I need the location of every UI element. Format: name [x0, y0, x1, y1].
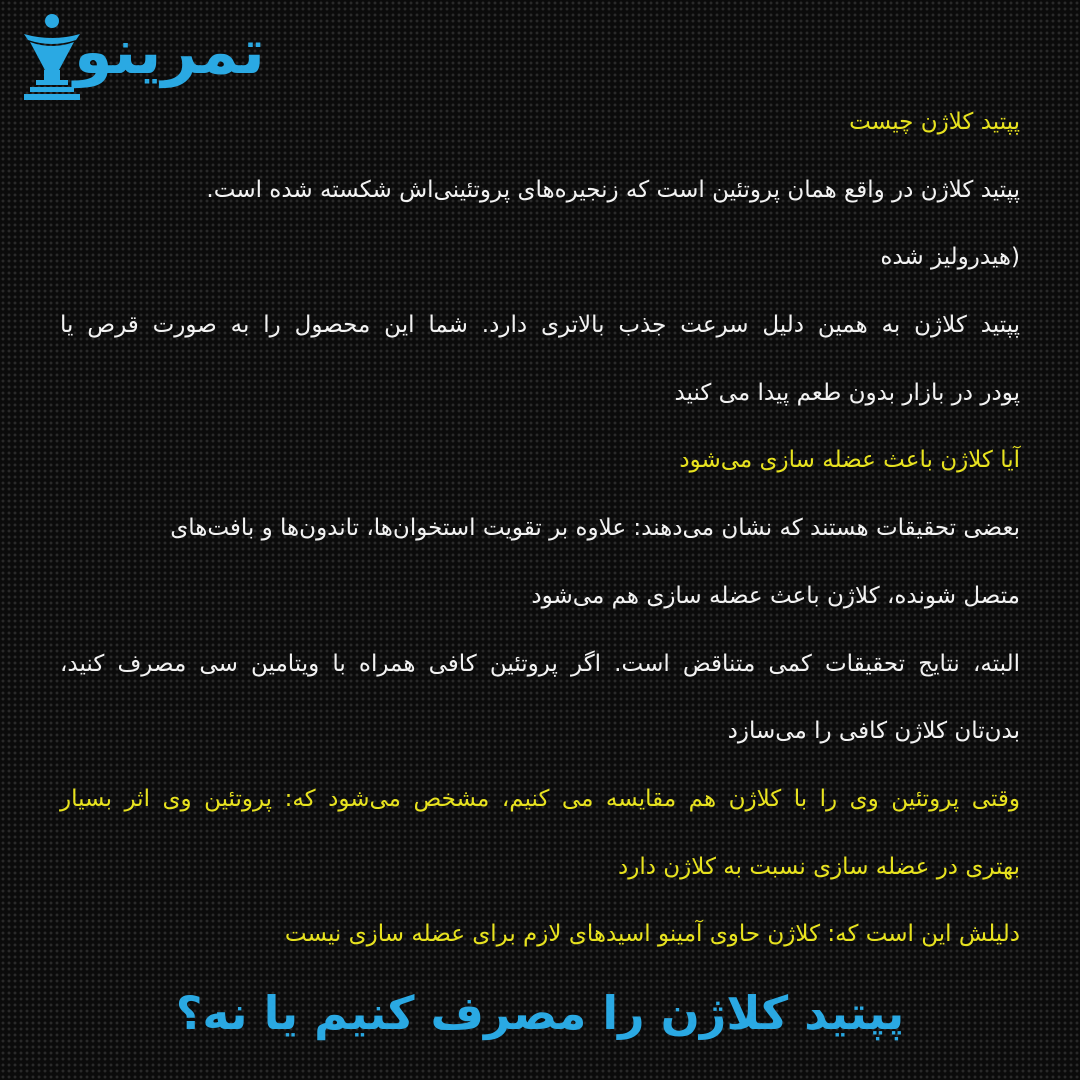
text-line: پپتید کلاژن به همین دلیل سرعت جذب بالاتری دارد. شما این محصول را به صورت قرص یا: [60, 312, 1020, 339]
text-line: متصل شونده، کلاژن باعث عضله سازی هم می‌شود: [531, 582, 1020, 609]
highlight-line: پپتید کلاژن چیست: [849, 109, 1020, 135]
highlight-line: وقتی پروتئین وی را با کلاژن هم مقایسه می کنیم، مشخص می‌شود که: پروتئین وی اثر بسیار: [60, 785, 1020, 812]
text-line: پودر در بازار بدون طعم پیدا می کنید: [674, 379, 1020, 406]
brand-name: تمرینو: [74, 15, 265, 88]
text-line: بعضی تحقیقات هستند که نشان می‌دهند: علاوه بر تقویت استخوان‌ها، تاندون‌ها و بافت‌های: [170, 515, 1020, 542]
text-line: البته، نتایج تحقیقات کمی متناقض است. اگر پروتئین کافی همراه با ویتامین سی مصرف کنید،: [60, 650, 1020, 677]
text-line: بدن‌تان کلاژن کافی را می‌سازد: [727, 718, 1020, 745]
text-line: (هیدرولیز شده: [880, 244, 1020, 271]
highlight-line: دلیلش این است که: کلاژن حاوی آمینو اسیدهای لازم برای عضله سازی نیست: [284, 921, 1020, 948]
article-body: [60, 96, 1020, 976]
brand-logo: [14, 8, 444, 100]
highlight-line: بهتری در عضله سازی نسبت به کلاژن دارد: [618, 853, 1020, 880]
footer-title: پپتید کلاژن را مصرف کنیم یا نه؟: [175, 986, 905, 1040]
text-line: پپتید کلاژن در واقع همان پروتئین است که زنجیره‌های پروتئینی‌اش شکسته شده است.: [206, 176, 1020, 203]
highlight-line: آیا کلاژن باعث عضله سازی می‌شود: [679, 447, 1020, 474]
footer: [0, 978, 1080, 1048]
